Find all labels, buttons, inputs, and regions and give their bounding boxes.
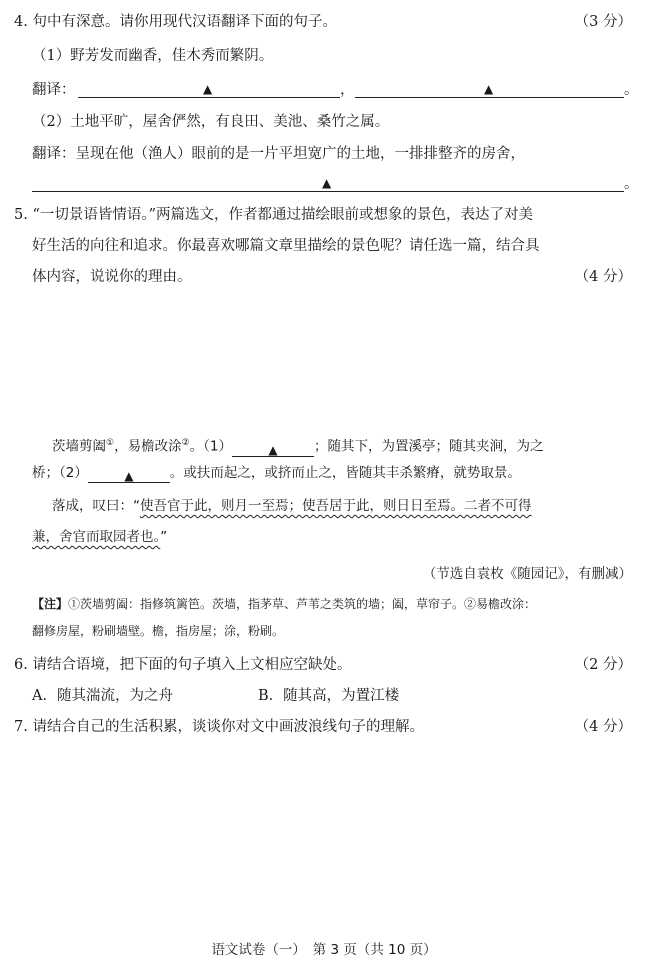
q7-points: （4 分） <box>574 719 632 735</box>
q4-points: （3 分） <box>574 14 632 30</box>
passage-blank-1[interactable] <box>232 439 314 457</box>
q6-option-a: A．随其湍流，为之舟 <box>32 688 173 704</box>
blank-marker-1b: ▲ <box>484 82 494 96</box>
passage-text: ；随其下，为置溪亭；随其夹涧，为之 <box>314 438 544 455</box>
passage-text: 。（1） <box>189 438 232 455</box>
q4-comma: ， <box>340 82 355 98</box>
q7-stem: 7. 请结合自己的生活积累，谈谈你对文中画波浪线句子的理解。 <box>14 719 424 735</box>
passage-text: 桥；（2） <box>32 465 88 481</box>
note-title: 【注】 <box>32 597 69 611</box>
passage-text: ，易檐改涂 <box>114 438 182 455</box>
passage-line-1 <box>0 433 648 457</box>
q4-stem: 4. 句中有深意。请你用现代汉语翻译下面的句子。 <box>14 14 337 30</box>
blank-marker-2: ▲ <box>322 176 332 190</box>
q5-stem-line-3: 体内容，说说你的理由。 <box>32 269 192 285</box>
q6-stem: 6. 请结合语境，把下面的句子填入上文相应空缺处。 <box>14 657 352 673</box>
blank-marker-p1: ▲ <box>268 442 278 457</box>
passage-blank-2[interactable] <box>88 465 170 483</box>
wavy-underlined-sentence-part-2: 兼，舍官而取园者也。 <box>32 529 161 545</box>
q5-points: （4 分） <box>574 269 632 285</box>
passage-line-4 <box>0 527 648 547</box>
blank-marker-1a: ▲ <box>203 82 213 96</box>
blank-marker-p2: ▲ <box>124 469 134 483</box>
q6-option-b: B．随其高，为置江楼 <box>258 688 400 704</box>
answer-blank-1a[interactable] <box>78 97 340 98</box>
note-ref-2: ② <box>181 438 190 448</box>
passage-text: 落成，叹曰：“ <box>52 498 140 514</box>
q4-period-1: 。 <box>624 82 639 98</box>
answer-blank-2[interactable] <box>32 191 624 192</box>
q4-period-2: 。 <box>624 176 639 192</box>
passage-line-3 <box>0 496 648 516</box>
note-line-2: 翻修房屋，粉刷墙壁。檐，指房屋；涂，粉刷。 <box>32 624 285 638</box>
passage-text: ” <box>160 529 168 545</box>
note-ref-1: ① <box>106 438 115 448</box>
passage-line-2 <box>0 463 648 483</box>
q6-points: （2 分） <box>574 657 632 673</box>
passage-text: 茨墙剪阖 <box>52 438 106 455</box>
note-text: ①茨墙剪阖：指修筑篱笆。茨墙，指茅草、芦苇之类筑的墙；阖，草帘子。②易檐改涂： <box>68 597 537 611</box>
q4-sentence-2-translation: 翻译：呈现在他（渔人）眼前的是一片平坦宽广的土地，一排排整齐的房舍， <box>32 146 525 162</box>
wavy-underlined-sentence-part-1: 使吾官于此，则月一至焉；使吾居于此，则日日至焉。二者不可得 <box>140 498 532 514</box>
page-footer: 语文试卷（一） 第 3 页（共 10 页） <box>211 942 437 958</box>
q4-translate-label: 翻译： <box>32 82 76 98</box>
q4-sentence-1: （1）野芳发而幽香，佳木秀而繁阴。 <box>32 48 274 64</box>
q5-stem-line-1: 5. “一切景语皆情语。”两篇选文，作者都通过描绘眼前或想象的景色，表达了对美 <box>14 207 534 223</box>
q5-stem-line-2: 好生活的向往和追求。你最喜欢哪篇文章里描绘的景色呢？请任选一篇，结合具 <box>32 238 540 254</box>
passage-text: 。或扶而起之，或挤而止之，皆随其丰杀繁瘠，就势取景。 <box>169 465 521 481</box>
passage-source: （节选自袁枚《随园记》，有删减） <box>422 566 632 582</box>
answer-blank-1b[interactable] <box>355 97 624 98</box>
note-line-1 <box>0 595 648 613</box>
q4-sentence-2: （2）土地平旷，屋舍俨然，有良田、美池、桑竹之属。 <box>32 114 390 130</box>
